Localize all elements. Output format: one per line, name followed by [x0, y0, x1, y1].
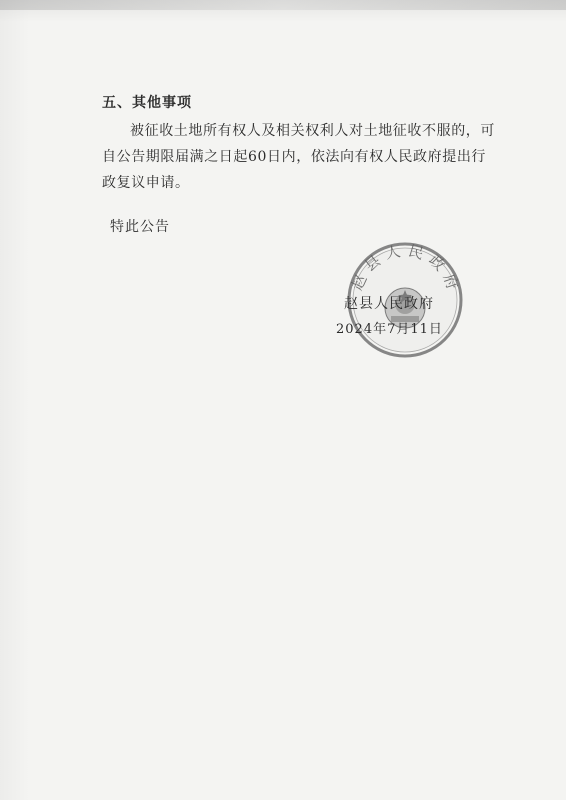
closing-text: 特此公告 [110, 219, 170, 235]
body-line-2: 自公告期限届满之日起60日内，依法向有权人民政府提出行 [102, 149, 487, 165]
body-line-3: 政复议申请。 [102, 175, 190, 191]
scan-artifact [0, 0, 566, 10]
issuing-authority: 赵县人民政府 [344, 296, 434, 312]
body-line-1: 被征收土地所有权人及相关权利人对土地征收不服的，可 [130, 123, 495, 139]
issue-date: 2024年7月11日 [336, 322, 443, 337]
section-body [102, 118, 502, 196]
svg-text:赵县人民政府: 赵县人民政府 [347, 241, 464, 298]
section-heading: 五、其他事项 [102, 95, 192, 111]
